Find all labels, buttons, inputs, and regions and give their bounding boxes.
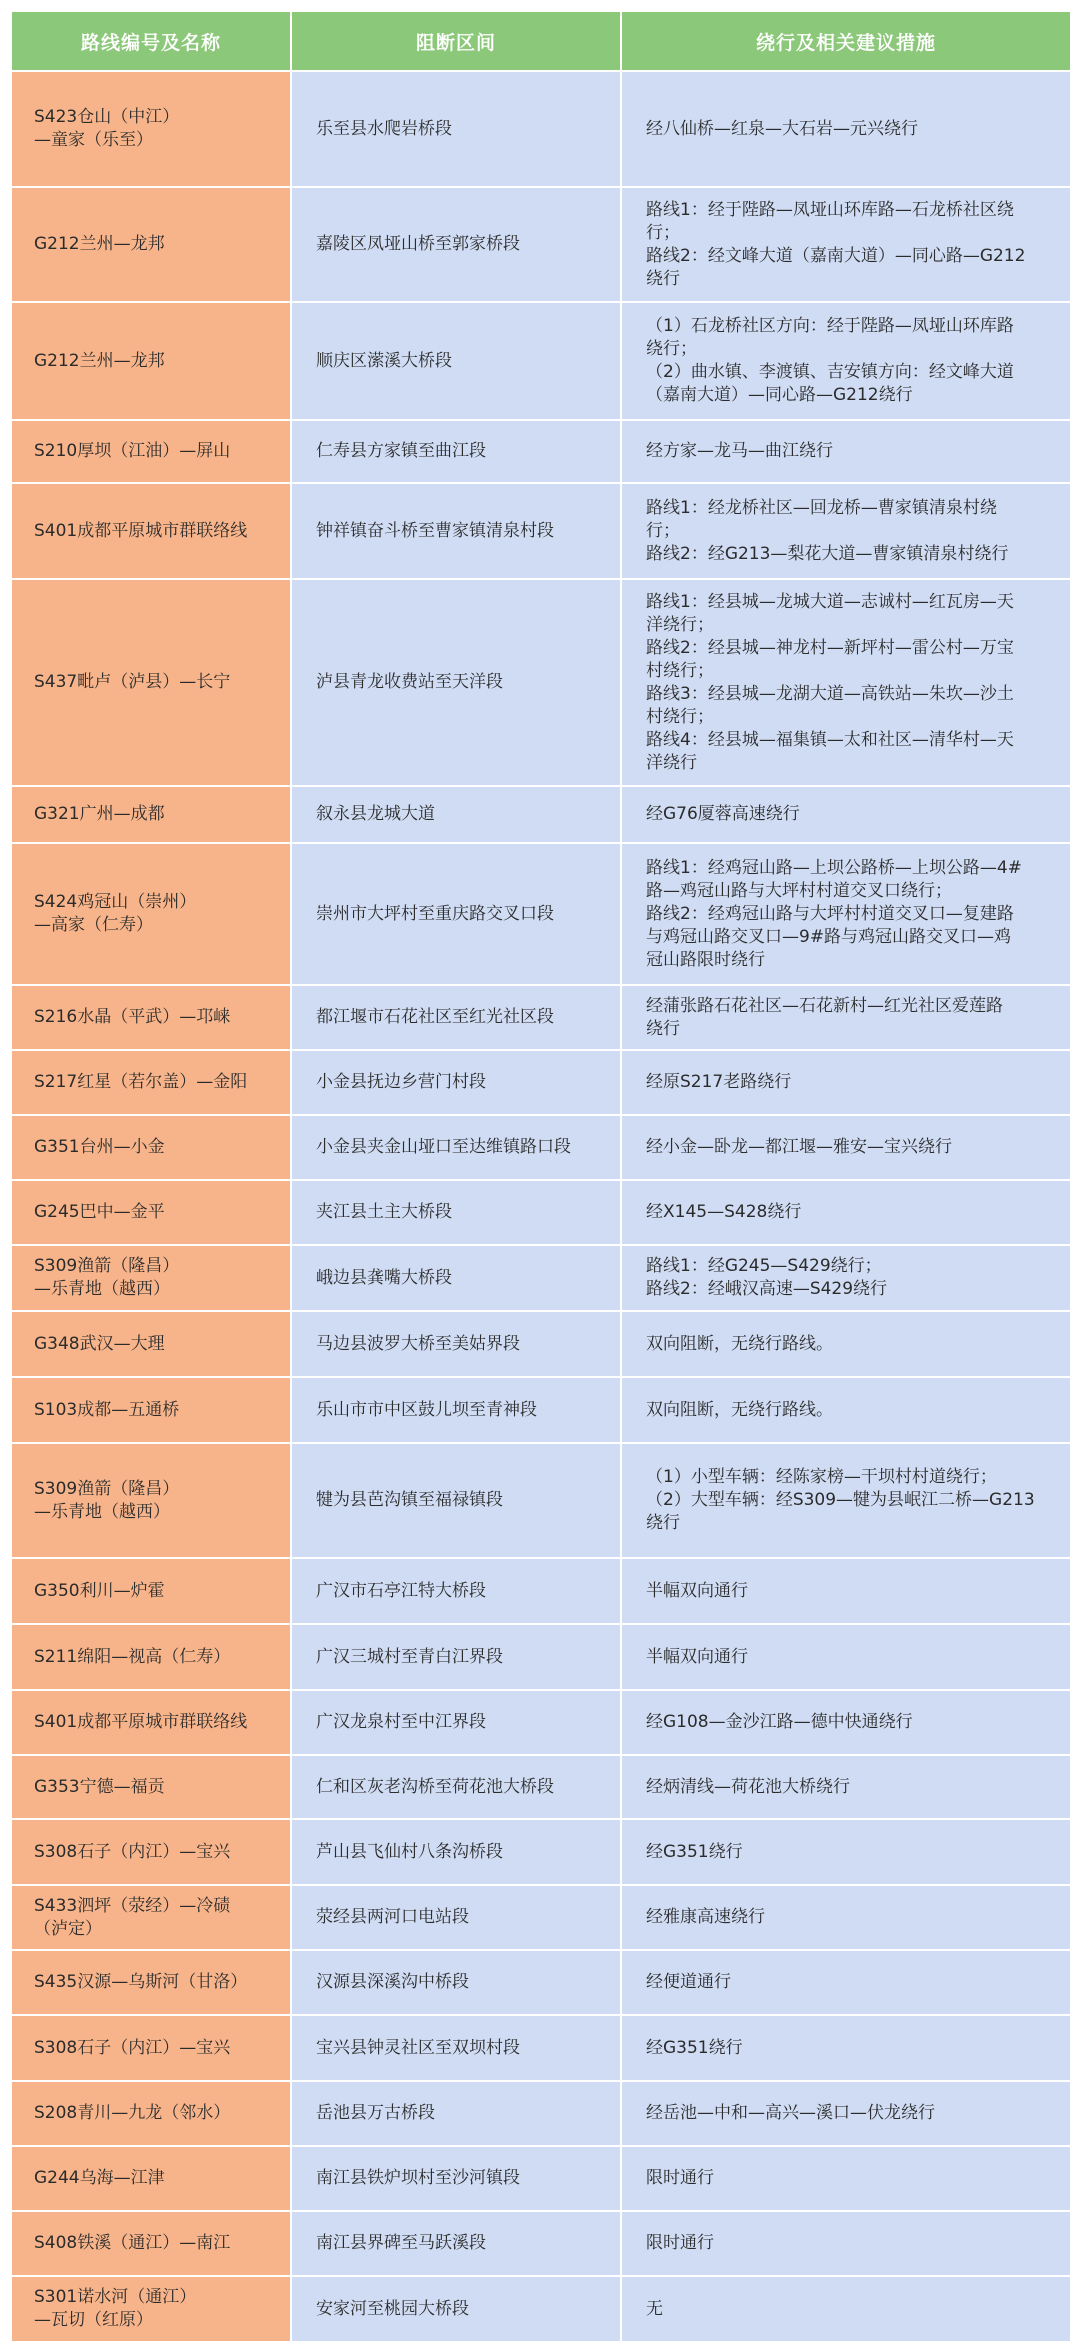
detour-cell-line: 经便道通行 [646,1972,731,1992]
route-cell-line: S208青川—九龙（邻水） [34,2103,231,2123]
route-cell [11,1755,291,1819]
detour-cell-line: 限时通行 [646,2168,714,2188]
table-row [11,1443,1071,1558]
section-cell [291,1377,621,1443]
route-cell-line: S423仓山（中江） [34,107,180,127]
table-row [11,302,1071,420]
route-cell [11,1950,291,2015]
route-cell-line: S103成都—五通桥 [34,1399,180,1420]
detour-cell [621,420,1071,483]
route-cell [11,1624,291,1690]
detour-cell [621,786,1071,843]
section-cell-line: 广汉三城村至青白江界段 [316,1646,503,1667]
detour-cell-line: （1）小型车辆：经陈家榜—干坝村村道绕行； [646,1467,997,1487]
detour-cell [621,1950,1071,2015]
section-cell [291,579,621,786]
detour-cell [621,1180,1071,1245]
route-cell [11,843,291,985]
header-detour: 绕行及相关建议措施 [621,11,1071,71]
section-cell-line: 南江县界碑至马跃溪段 [316,2233,486,2253]
table-row [11,985,1071,1050]
route-cell-line: —乐青地（越西） [34,1501,170,1522]
section-cell [291,2211,621,2276]
detour-cell-line: （2）大型车辆：经S309—犍为县岷江二桥—G213 [646,1490,1035,1510]
road-closure-table-container [10,10,1070,2343]
section-cell-line: 乐至县水爬岩桥段 [316,118,452,139]
header-section: 阻断区间 [291,11,621,71]
route-cell [11,1558,291,1624]
detour-cell-line: 经蒲张路石花社区—石花新村—红光社区爱莲路 [646,995,1003,1016]
table-row [11,2146,1071,2211]
detour-cell-line: 经原S217老路绕行 [646,1072,792,1092]
detour-cell [621,2276,1071,2342]
table-row [11,1755,1071,1819]
route-cell [11,2276,291,2342]
detour-cell-line: 路线3：经县城—龙湖大道—高铁站—朱坎—沙土 [646,683,1014,704]
detour-cell-line: 经炳清线—荷花池大桥绕行 [646,1776,850,1797]
route-cell [11,483,291,579]
route-cell-line: —高家（仁寿） [34,915,153,935]
route-cell [11,579,291,786]
detour-cell [621,1755,1071,1819]
section-cell [291,2015,621,2081]
section-cell [291,1690,621,1755]
detour-cell [621,1245,1071,1311]
section-cell-line: 崇州市大坪村至重庆路交叉口段 [316,903,554,924]
route-cell-line: G212兰州—龙邦 [34,234,165,254]
detour-cell-line: 路线2：经峨汉高速—S429绕行 [646,1279,888,1299]
detour-cell-line: 经小金—卧龙—都江堰—雅安—宝兴绕行 [646,1137,952,1157]
section-cell-line: 汉源县深溪沟中桥段 [316,1972,469,1992]
route-cell-line: G348武汉—大理 [34,1333,165,1354]
detour-cell [621,843,1071,985]
table-row [11,71,1071,187]
section-cell [291,420,621,483]
section-cell-line: 犍为县芭沟镇至福禄镇段 [316,1490,503,1510]
detour-cell [621,483,1071,579]
route-cell [11,2211,291,2276]
detour-cell-line: 行； [646,520,680,541]
section-cell-line: 夹江县土主大桥段 [316,1202,452,1222]
table-row [11,1115,1071,1180]
detour-cell-line: 行； [646,222,680,243]
section-cell-line: 宝兴县钟灵社区至双坝村段 [316,2037,520,2058]
section-cell-line: 安家河至桃园大桥段 [316,2298,469,2319]
detour-cell-line: 双向阻断，无绕行路线。 [646,1333,833,1354]
table-row [11,786,1071,843]
section-cell [291,1755,621,1819]
section-cell [291,1624,621,1690]
route-cell [11,2015,291,2081]
detour-cell-line: 洋绕行； [646,614,714,635]
route-cell [11,1377,291,1443]
section-cell-line: 乐山市市中区鼓儿坝至青神段 [316,1399,537,1420]
table-row [11,1885,1071,1950]
section-cell [291,2081,621,2146]
route-cell-line: S210厚坝（江油）—屏山 [34,441,231,461]
route-cell-line: S216水晶（平武）—邛崃 [34,1007,231,1027]
detour-cell [621,1377,1071,1443]
detour-cell-line: 路线1：经龙桥社区—回龙桥—曹家镇清泉村绕 [646,497,997,518]
detour-cell-line: 经G351绕行 [646,1841,743,1862]
section-cell-line: 泸县青龙收费站至天洋段 [316,672,503,692]
detour-cell [621,1558,1071,1624]
route-cell [11,420,291,483]
header-route: 路线编号及名称 [11,11,291,71]
section-cell-line: 峨边县龚嘴大桥段 [316,1267,452,1288]
route-cell-line: G353宁德—福贡 [34,1776,165,1797]
route-cell-line: S435汉源—乌斯河（甘洛） [34,1972,248,1992]
table-row [11,1690,1071,1755]
route-cell-line: S301诺水河（通江） [34,2287,197,2307]
route-cell [11,786,291,843]
route-cell-line: G321广州—成都 [34,804,165,824]
table-row [11,1050,1071,1115]
detour-cell-line: 路线2：经鸡冠山路与大坪村村道交叉口—复建路 [646,903,1014,924]
detour-cell [621,2081,1071,2146]
section-cell-line: 仁寿县方家镇至曲江段 [316,441,486,461]
table-row [11,483,1071,579]
detour-cell-line: 无 [646,2298,663,2319]
detour-cell-line: （2）曲水镇、李渡镇、吉安镇方向：经文峰大道 [646,362,1014,382]
detour-cell-line: 路线1：经县城—龙城大道—志诚村—红瓦房—天 [646,591,1014,612]
section-cell-line: 广汉市石亭江特大桥段 [316,1580,486,1601]
detour-cell [621,71,1071,187]
table-header-row [11,11,1071,71]
route-cell-line: S308石子（内江）—宝兴 [34,1841,231,1862]
detour-cell [621,302,1071,420]
section-cell [291,1819,621,1885]
route-cell-line: S217红星（若尔盖）—金阳 [34,1072,248,1092]
table-row [11,1180,1071,1245]
detour-cell-line: 洋绕行 [646,752,697,773]
route-cell-line: S309渔箭（隆昌） [34,1256,180,1276]
detour-cell-line: 绕行 [646,268,680,289]
table-row [11,1558,1071,1624]
detour-cell-line: 路线2：经县城—神龙村—新坪村—雷公村—万宝 [646,637,1014,658]
route-cell [11,71,291,187]
section-cell [291,1950,621,2015]
section-cell-line: 南江县铁炉坝村至沙河镇段 [316,2168,520,2188]
section-cell [291,302,621,420]
section-cell [291,2276,621,2342]
detour-cell-line: 村绕行； [646,706,714,727]
detour-cell [621,1690,1071,1755]
route-cell-line: S401成都平原城市群联络线 [34,520,248,541]
detour-cell [621,187,1071,302]
detour-cell-line: 绕行 [646,1513,680,1533]
route-cell [11,1443,291,1558]
detour-cell-line: 半幅双向通行 [646,1580,748,1601]
section-cell [291,1558,621,1624]
table-row [11,579,1071,786]
detour-cell-line: 经岳池—中和—高兴—溪口—伏龙绕行 [646,2103,935,2123]
detour-cell-line: 路线4：经县城—福集镇—太和社区—清华村—天 [646,729,1014,750]
section-cell-line: 马边县波罗大桥至美姑界段 [316,1333,520,1354]
section-cell [291,483,621,579]
detour-cell-line: 经G351绕行 [646,2037,743,2058]
detour-cell-line: 绕行 [646,1018,680,1039]
route-cell [11,1245,291,1311]
section-cell [291,843,621,985]
detour-cell [621,1311,1071,1377]
detour-cell [621,2146,1071,2211]
detour-cell-line: 村绕行； [646,660,714,681]
detour-cell [621,1443,1071,1558]
route-cell [11,2081,291,2146]
route-cell [11,1690,291,1755]
section-cell-line: 荥经县两河口电站段 [316,1907,469,1927]
route-cell-line: G244乌海—江津 [34,2168,165,2188]
detour-cell-line: 绕行； [646,339,697,359]
route-cell-line: G350利川—炉霍 [34,1580,165,1601]
section-cell-line: 叙永县龙城大道 [316,804,435,824]
route-cell [11,2146,291,2211]
detour-cell [621,2015,1071,2081]
table-row [11,1377,1071,1443]
detour-cell [621,2211,1071,2276]
route-cell [11,1050,291,1115]
detour-cell-line: 双向阻断，无绕行路线。 [646,1399,833,1420]
route-cell-line: S309渔箭（隆昌） [34,1478,180,1499]
route-cell-line: （泸定） [34,1918,102,1939]
section-cell [291,1443,621,1558]
detour-cell [621,985,1071,1050]
detour-cell [621,1885,1071,1950]
section-cell [291,1245,621,1311]
detour-cell-line: 路线1：经鸡冠山路—上坝公路桥—上坝公路—4# [646,857,1022,878]
detour-cell-line: 半幅双向通行 [646,1646,748,1667]
route-cell-line: —瓦切（红原） [34,2310,153,2330]
detour-cell-line: 路—鸡冠山路与大坪村村道交叉口绕行； [646,880,952,901]
section-cell-line: 小金县夹金山垭口至达维镇路口段 [316,1137,571,1157]
section-cell-line: 嘉陵区凤垭山桥至郭家桥段 [316,234,520,254]
detour-cell-line: （1）石龙桥社区方向：经于陛路—凤垭山环库路 [646,316,1014,336]
table-row [11,2081,1071,2146]
section-cell [291,71,621,187]
route-cell-line: G212兰州—龙邦 [34,350,165,371]
table-row [11,2211,1071,2276]
section-cell-line: 仁和区灰老沟桥至荷花池大桥段 [316,1776,554,1797]
table-row [11,1245,1071,1311]
section-cell [291,1050,621,1115]
route-cell-line: —童家（乐至） [34,130,153,150]
route-cell [11,1885,291,1950]
road-closure-table [10,10,1072,2343]
detour-cell [621,579,1071,786]
section-cell-line: 小金县抚边乡营门村段 [316,1072,486,1092]
section-cell [291,1180,621,1245]
section-cell-line: 芦山县飞仙村八条沟桥段 [316,1841,503,1862]
route-cell-line: S437毗卢（泸县）—长宁 [34,672,231,692]
table-row [11,187,1071,302]
section-cell-line: 顺庆区潆溪大桥段 [316,350,452,371]
route-cell-line: —乐青地（越西） [34,1279,170,1299]
route-cell [11,187,291,302]
detour-cell-line: 经方家—龙马—曲江绕行 [646,441,833,461]
route-cell-line: G245巴中—金平 [34,1202,165,1222]
table-body [11,71,1071,2342]
detour-cell-line: 与鸡冠山路交叉口—9#路与鸡冠山路交叉口—鸡 [646,926,1012,947]
section-cell-line: 钟祥镇奋斗桥至曹家镇清泉村段 [316,520,554,541]
detour-cell-line: 路线1：经于陛路—凤垭山环库路—石龙桥社区绕 [646,199,1014,220]
route-cell [11,1819,291,1885]
route-cell [11,1311,291,1377]
route-cell [11,1115,291,1180]
route-cell-line: S308石子（内江）—宝兴 [34,2037,231,2058]
detour-cell-line: 限时通行 [646,2233,714,2253]
detour-cell-line: 经八仙桥—红泉—大石岩—元兴绕行 [646,118,918,139]
table-row [11,2276,1071,2342]
table-row [11,843,1071,985]
detour-cell-line: 冠山路限时绕行 [646,949,765,970]
detour-cell-line: 经雅康高速绕行 [646,1907,765,1927]
table-row [11,1950,1071,2015]
detour-cell [621,1115,1071,1180]
table-row [11,1624,1071,1690]
section-cell [291,1885,621,1950]
route-cell-line: G351台州—小金 [34,1137,165,1157]
section-cell [291,1115,621,1180]
table-row [11,1819,1071,1885]
detour-cell [621,1624,1071,1690]
route-cell-line: S424鸡冠山（崇州） [34,892,197,912]
detour-cell-line: （嘉南大道）—同心路—G212绕行 [646,385,913,405]
section-cell-line: 广汉龙泉村至中江界段 [316,1712,486,1732]
route-cell-line: S408铁溪（通江）—南江 [34,2233,231,2253]
table-row [11,2015,1071,2081]
section-cell [291,1311,621,1377]
route-cell-line: S433泗坪（荥经）—冷碛 [34,1895,231,1916]
section-cell-line: 都江堰市石花社区至红光社区段 [316,1007,554,1027]
detour-cell-line: 路线2：经文峰大道（嘉南大道）—同心路—G212 [646,245,1026,266]
detour-cell [621,1050,1071,1115]
route-cell-line: S401成都平原城市群联络线 [34,1712,248,1732]
section-cell-line: 岳池县万古桥段 [316,2103,435,2123]
route-cell-line: S211绵阳—视高（仁寿） [34,1646,231,1667]
detour-cell-line: 路线2：经G213—梨花大道—曹家镇清泉村绕行 [646,543,1009,564]
detour-cell-line: 经G108—金沙江路—德中快通绕行 [646,1712,913,1732]
route-cell [11,985,291,1050]
table-row [11,420,1071,483]
section-cell [291,187,621,302]
detour-cell-line: 经X145—S428绕行 [646,1202,802,1222]
route-cell [11,302,291,420]
route-cell [11,1180,291,1245]
table-row [11,1311,1071,1377]
section-cell [291,786,621,843]
detour-cell-line: 路线1：经G245—S429绕行； [646,1256,882,1276]
detour-cell-line: 经G76厦蓉高速绕行 [646,804,800,824]
section-cell [291,985,621,1050]
detour-cell [621,1819,1071,1885]
section-cell [291,2146,621,2211]
